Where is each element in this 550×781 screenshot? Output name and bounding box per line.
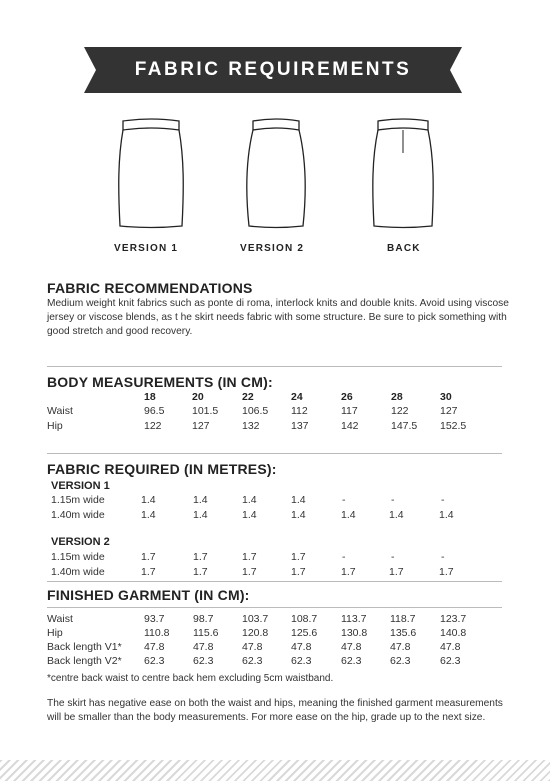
- divider: [47, 453, 502, 454]
- skirt-version1-icon: [118, 118, 184, 230]
- table-cell: 1.7: [291, 551, 306, 563]
- table-cell: 47.8: [440, 641, 461, 653]
- table-cell: 103.7: [242, 613, 269, 625]
- table-cell: 47.8: [291, 641, 312, 653]
- table-cell: 127: [440, 405, 458, 417]
- size-header: 18: [144, 391, 156, 403]
- table-cell: 1.4: [389, 509, 404, 521]
- skirt-back-icon: [370, 118, 436, 230]
- table-cell: 101.5: [192, 405, 219, 417]
- version1-label: VERSION 1: [114, 243, 179, 254]
- table-cell: 1.7: [341, 566, 356, 578]
- table-cell: 118.7: [390, 613, 416, 625]
- table-cell: 1.4: [141, 494, 156, 506]
- table-cell: 122: [144, 420, 162, 432]
- size-header: 22: [242, 391, 254, 403]
- page-title: FABRIC REQUIREMENTS: [134, 59, 412, 80]
- table-cell: 113.7: [341, 613, 367, 625]
- table-cell: 47.8: [341, 641, 362, 653]
- table-cell: 106.5: [242, 405, 269, 417]
- size-header: 24: [291, 391, 303, 403]
- table-cell: 47.8: [390, 641, 411, 653]
- version1-heading: VERSION 1: [51, 480, 110, 492]
- row-label: Back length V2*: [47, 655, 122, 667]
- size-header: 28: [391, 391, 403, 403]
- table-cell: 1.7: [389, 566, 404, 578]
- table-cell: 1.7: [141, 551, 156, 563]
- table-cell: 123.7: [440, 613, 467, 625]
- table-cell: 62.3: [242, 655, 263, 667]
- table-cell: 130.8: [341, 627, 368, 639]
- table-cell: 62.3: [193, 655, 214, 667]
- decorative-stripe-border: [0, 760, 550, 781]
- table-cell: -: [391, 494, 395, 506]
- table-cell: 152.5: [440, 420, 467, 432]
- row-label: Back length V1*: [47, 641, 122, 653]
- table-cell: 47.8: [193, 641, 214, 653]
- size-header: 20: [192, 391, 204, 403]
- table-cell: 47.8: [242, 641, 263, 653]
- table-cell: 47.8: [144, 641, 165, 653]
- divider: [47, 607, 502, 608]
- table-cell: 1.4: [291, 509, 306, 521]
- body-measurements-title: BODY MEASUREMENTS (IN CM):: [47, 374, 273, 390]
- table-cell: 1.4: [291, 494, 306, 506]
- table-cell: 140.8: [440, 627, 467, 639]
- table-cell: 1.4: [242, 509, 257, 521]
- title-banner: [84, 47, 462, 93]
- table-cell: 147.5: [391, 420, 418, 432]
- divider: [47, 366, 502, 367]
- table-cell: -: [441, 494, 445, 506]
- table-cell: 1.7: [242, 551, 257, 563]
- table-cell: 1.7: [193, 551, 208, 563]
- table-cell: 1.4: [341, 509, 356, 521]
- row-label: Hip: [47, 627, 63, 639]
- table-cell: 135.6: [390, 627, 417, 639]
- fabric-required-title: FABRIC REQUIRED (IN METRES):: [47, 461, 277, 477]
- table-cell: 1.4: [193, 509, 208, 521]
- row-label: 1.15m wide: [51, 551, 105, 563]
- table-cell: 120.8: [242, 627, 269, 639]
- table-cell: 1.4: [242, 494, 257, 506]
- size-header: 26: [341, 391, 353, 403]
- table-cell: -: [342, 551, 346, 563]
- size-header: 30: [440, 391, 452, 403]
- skirt-version2-icon: [243, 118, 309, 230]
- table-cell: 125.6: [291, 627, 318, 639]
- table-cell: 142: [341, 420, 359, 432]
- table-cell: 96.5: [144, 405, 165, 417]
- table-cell: -: [391, 551, 395, 563]
- table-cell: 137: [291, 420, 309, 432]
- table-cell: 122: [391, 405, 409, 417]
- table-cell: 110.8: [144, 627, 170, 639]
- table-cell: 127: [192, 420, 210, 432]
- row-label: Waist: [47, 613, 73, 625]
- table-cell: -: [441, 551, 445, 563]
- table-cell: 62.3: [144, 655, 165, 667]
- row-label: 1.40m wide: [51, 509, 105, 521]
- table-cell: 1.7: [439, 566, 454, 578]
- table-cell: 1.7: [193, 566, 208, 578]
- table-cell: 108.7: [291, 613, 318, 625]
- table-cell: 117: [341, 405, 358, 417]
- version2-label: VERSION 2: [240, 243, 305, 254]
- table-cell: 112: [291, 405, 308, 417]
- recommendations-title: FABRIC RECOMMENDATIONS: [47, 280, 253, 296]
- row-label: 1.15m wide: [51, 494, 105, 506]
- row-label: 1.40m wide: [51, 566, 105, 578]
- recommendations-text: Medium weight knit fabrics such as ponte di roma, interlock knits and double knits. Avoid using viscose jersey or viscose blends, as t he skirt needs fabric with some structure. Be sure to pick something with good stretch and good recovery.: [47, 298, 509, 337]
- version2-heading: VERSION 2: [51, 536, 110, 548]
- table-cell: 1.4: [141, 509, 156, 521]
- divider: [47, 581, 502, 582]
- table-cell: 62.3: [390, 655, 411, 667]
- finished-garment-title: FINISHED GARMENT (IN CM):: [47, 587, 250, 603]
- table-cell: 132: [242, 420, 260, 432]
- table-cell: 1.4: [193, 494, 208, 506]
- row-label: Waist: [47, 405, 73, 417]
- table-cell: -: [342, 494, 346, 506]
- table-cell: 1.7: [242, 566, 257, 578]
- row-label: Hip: [47, 420, 63, 432]
- table-cell: 1.7: [141, 566, 156, 578]
- table-cell: 1.7: [291, 566, 306, 578]
- table-cell: 1.4: [439, 509, 454, 521]
- ease-note: The skirt has negative ease on both the waist and hips, meaning the finished garment measurements will be smaller than the body measurements. For more ease on the hip, grade up to the next size.: [47, 698, 503, 723]
- table-cell: 62.3: [341, 655, 362, 667]
- table-cell: 98.7: [193, 613, 214, 625]
- table-cell: 62.3: [440, 655, 461, 667]
- table-cell: 115.6: [193, 627, 219, 639]
- footnote: *centre back waist to centre back hem excluding 5cm waistband.: [47, 673, 334, 684]
- table-cell: 93.7: [144, 613, 165, 625]
- back-label: BACK: [387, 243, 421, 254]
- table-cell: 62.3: [291, 655, 312, 667]
